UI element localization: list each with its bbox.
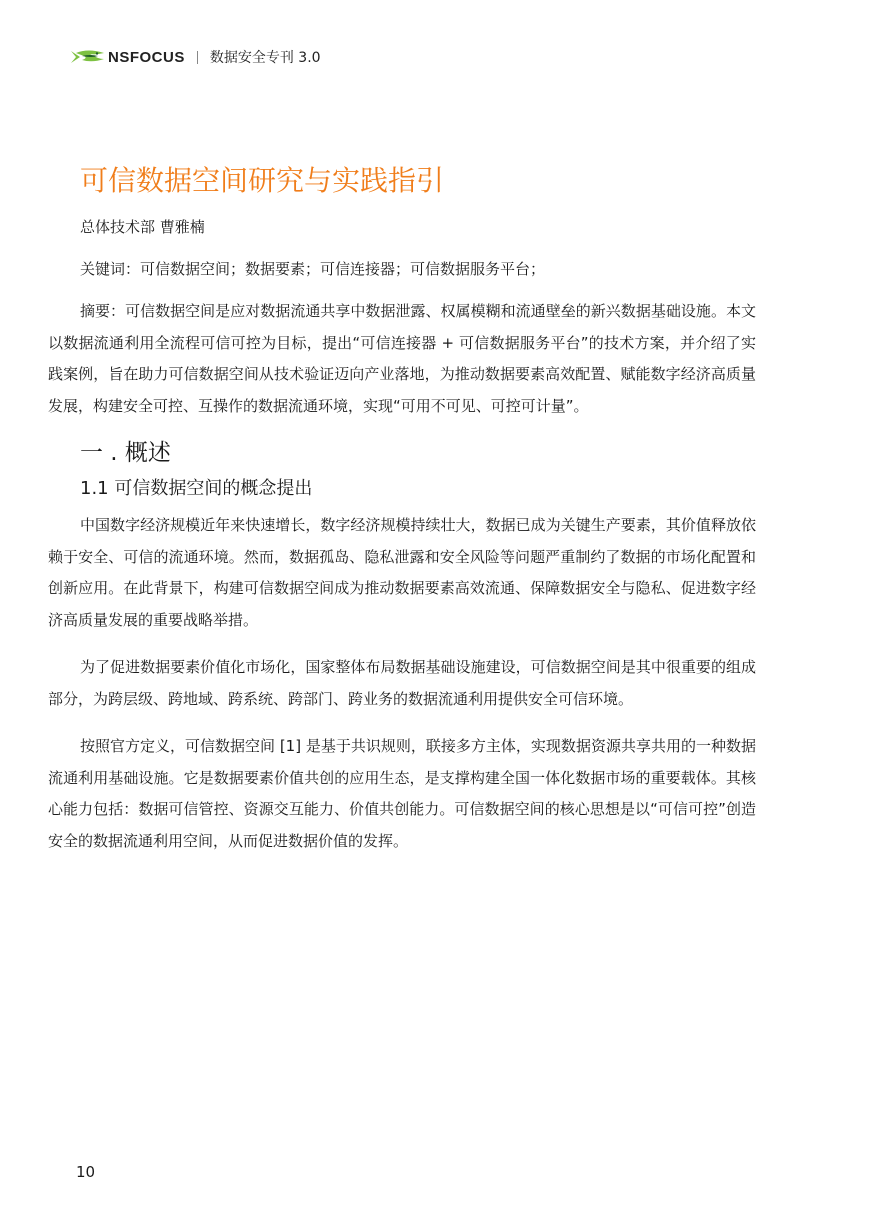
nsfocus-logo xyxy=(70,47,185,67)
body-paragraph: 按照官方定义，可信数据空间 [1] 是基于共识规则，联接多方主体，实现数据资源共享共用的一种数据流通利用基础设施。它是数据要素价值共创的应用生态，是支撑构建全国一体化数据市场的重要载体。其核心能力包括：数据可信管控、资源交互能力、价值共创能力。可信数据空间的核心思想是以“可信可控”创造安全的数据流通利用空间，从而促进数据价值的发挥。 xyxy=(48,737,756,850)
nsfocus-logo-text: NSFOCUS xyxy=(108,48,185,66)
article-body xyxy=(48,160,756,857)
header-divider xyxy=(197,51,198,64)
subsection-heading-concept: 1.1 可信数据空间的概念提出 xyxy=(80,478,313,499)
publication-title: 数据安全专刊 3.0 xyxy=(209,50,321,66)
page-header xyxy=(70,44,321,70)
article-title: 可信数据空间研究与实践指引 xyxy=(80,164,445,197)
article-author: 总体技术部 曹雅楠 xyxy=(80,218,205,236)
article-abstract: 摘要：可信数据空间是应对数据流通共享中数据泄露、权属模糊和流通壁垒的新兴数据基础设施。本文以数据流通利用全流程可信可控为目标，提出“可信连接器 + 可信数据服务平台”的技术方案，并介绍了实践案例，旨在助力可信数据空间从技术验证迈向产业落地，为推动数据要素高效配置、赋能数字经济高质量发展，构建安全可控、互操作的数据流通环境，实现“可用不可见、可控可计量”。 xyxy=(48,302,756,415)
body-paragraph: 中国数字经济规模近年来快速增长，数字经济规模持续壮大，数据已成为关键生产要素，其价值释放依赖于安全、可信的流通环境。然而，数据孤岛、隐私泄露和安全风险等问题严重制约了数据的市场化配置和创新应用。在此背景下，构建可信数据空间成为推动数据要素高效流通、保障数据安全与隐私、促进数字经济高质量发展的重要战略举措。 xyxy=(48,516,756,629)
body-paragraph: 为了促进数据要素价值化市场化，国家整体布局数据基础设施建设，可信数据空间是其中很重要的组成部分，为跨层级、跨地域、跨系统、跨部门、跨业务的数据流通利用提供安全可信环境。 xyxy=(48,658,756,708)
nsfocus-logo-icon xyxy=(70,47,106,67)
article-keywords: 关键词：可信数据空间；数据要素；可信连接器；可信数据服务平台； xyxy=(80,260,546,278)
section-heading-overview: 一 . 概述 xyxy=(80,440,171,466)
page-number: 10 xyxy=(76,1163,96,1181)
